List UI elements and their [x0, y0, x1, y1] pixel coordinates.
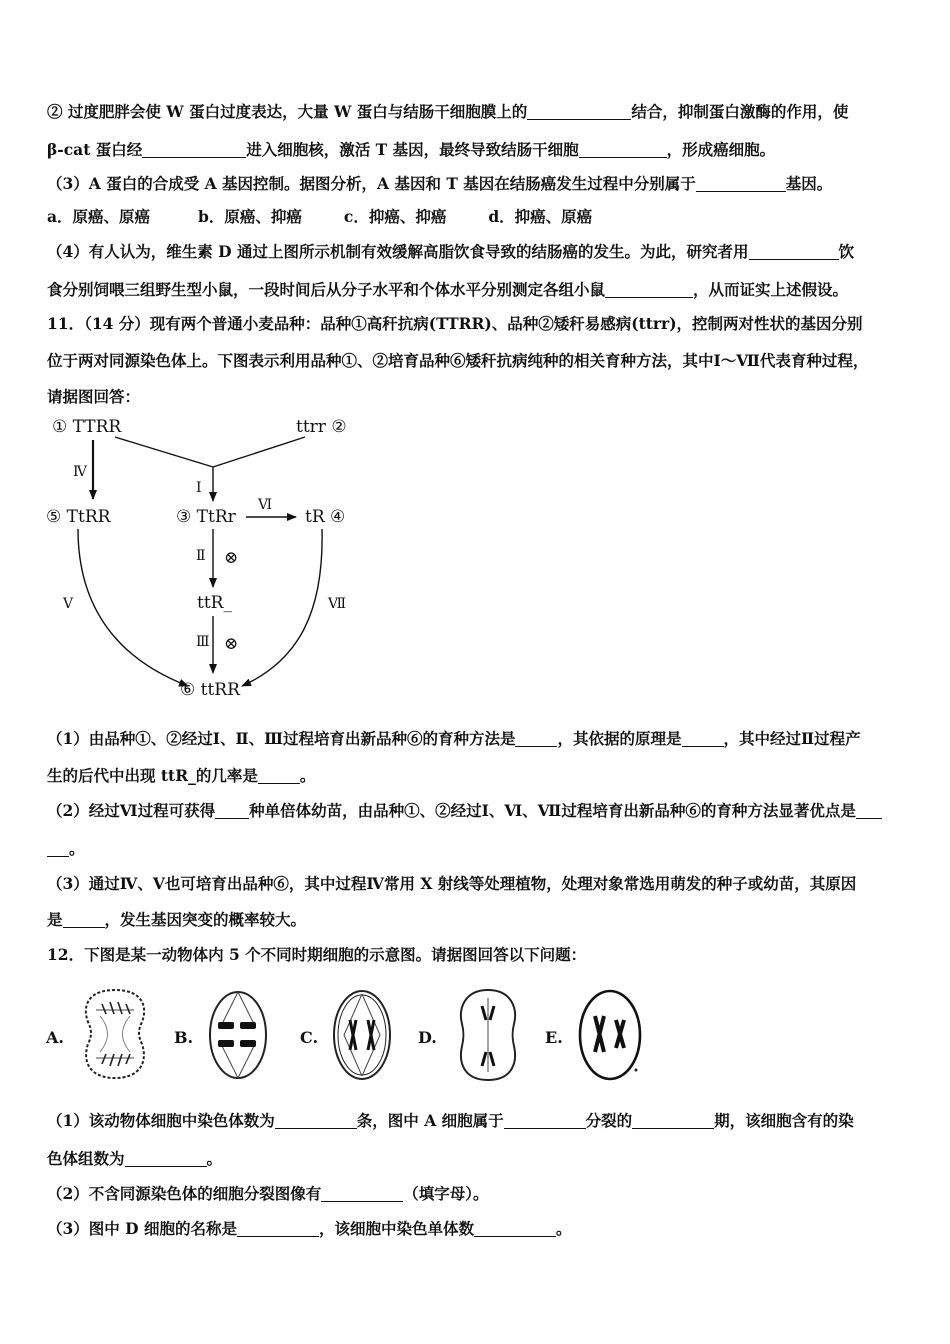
- q11-text: （3）通过Ⅳ、Ⅴ也可培育出品种⑥，其中过程Ⅳ常用 X 射线等处理植物，处理对象常选用萌发的种子或幼苗，其原因: [47, 874, 857, 893]
- q10-text: β-cat 蛋白经: [47, 140, 143, 159]
- q11-stem: 请据图回答：: [47, 387, 141, 406]
- q12-part-3: [47, 1218, 907, 1240]
- q11-text: 是: [47, 910, 63, 929]
- node-6-ttrr: ⑥ ttRR: [180, 680, 240, 700]
- q10-text: 食分别饲喂三组野生型小鼠，一段时间后从分子水平和个体水平分别测定各组小鼠: [47, 280, 606, 299]
- answer-blank[interactable]: [515, 729, 557, 747]
- step-label-2: Ⅱ: [196, 548, 206, 564]
- answer-blank[interactable]: [682, 729, 724, 747]
- q11-text: 种单倍体幼苗，由品种①、②经过Ⅰ、Ⅵ、Ⅶ过程培育出新品种⑥的育种方法显著优点是: [249, 801, 856, 820]
- q12-text: （1）该动物体细胞中染色体数为: [47, 1111, 275, 1130]
- answer-blank[interactable]: [605, 280, 693, 298]
- q12-text: 。: [556, 1219, 572, 1238]
- answer-blank[interactable]: [142, 140, 246, 158]
- node-2-ttrr: ttrr ②: [296, 417, 347, 437]
- node-1-ttrr: ① TTRR: [52, 417, 122, 437]
- q12-text: （3）图中 D 细胞的名称是: [47, 1219, 238, 1238]
- q11-stem: 11．（14 分）现有两个普通小麦品种：品种①高秆抗病(TTRR)、品种②矮秆易感病(ttrr)，控制两对性状的基因分别: [47, 314, 863, 333]
- q10-options: [47, 206, 907, 228]
- step-label-6: Ⅵ: [258, 497, 273, 513]
- node-ttr: ttR_: [197, 593, 232, 613]
- step-label-4: Ⅳ: [73, 464, 87, 480]
- cell-a-drawing: [86, 990, 144, 1078]
- step-label-3: Ⅲ: [196, 634, 210, 650]
- q11-text: ，发生基因突变的概率较大。: [104, 910, 307, 929]
- answer-blank[interactable]: [275, 1111, 357, 1129]
- q12-text: （2）不含同源染色体的细胞分裂图像有: [47, 1184, 322, 1203]
- q10-text: ，形成癌细胞。: [666, 140, 776, 159]
- answer-blank[interactable]: [527, 102, 631, 120]
- q11-part-1-line-1: [47, 728, 907, 750]
- q10-line-1: [47, 101, 907, 123]
- cell-label-b: B.: [174, 1028, 194, 1047]
- option-c: c．抑癌、抑癌: [343, 207, 447, 226]
- option-a: a．原癌、原癌: [47, 207, 151, 226]
- answer-blank[interactable]: [749, 242, 839, 260]
- selfing-symbol: ⊗: [224, 548, 239, 568]
- q10-text: （4）有人认为，维生素 D 通过上图所示机制有效缓解高脂饮食导致的结肠癌的发生。为此，研究者用: [47, 242, 749, 261]
- step-label-5: Ⅴ: [63, 596, 74, 612]
- q12-stem: 12．下图是某一动物体内 5 个不同时期细胞的示意图。请据图回答以下问题：: [47, 945, 587, 964]
- q10-text: 饮: [838, 242, 855, 261]
- answer-blank[interactable]: [579, 140, 667, 158]
- q12-title: [47, 944, 907, 966]
- step-label-1: Ⅰ: [196, 480, 202, 496]
- q12-text: 色体组数为: [47, 1149, 125, 1168]
- cross-line-left: [115, 437, 213, 467]
- arrow-process-7: [242, 529, 322, 686]
- q12-part-1-line-2: [47, 1148, 907, 1170]
- q10-text: （3）A 蛋白的合成受 A 基因控制。据图分析，A 基因和 T 基因在结肠癌发生过程中分别属于: [47, 174, 696, 193]
- q11-text: （1）由品种①、②经过Ⅰ、Ⅱ、Ⅲ过程培育出新品种⑥的育种方法是: [47, 729, 516, 748]
- q10-text: ，从而证实上述假设。: [693, 280, 849, 299]
- answer-blank[interactable]: [47, 839, 69, 857]
- arrow-process-5: [78, 529, 188, 686]
- cell-e-drawing: [580, 991, 640, 1079]
- q10-line-5: [47, 241, 907, 263]
- q10-line-2: [47, 139, 907, 161]
- q12-part-2: [47, 1183, 907, 1205]
- cell-label-c: C.: [300, 1028, 319, 1047]
- node-4-tr: tR ④: [305, 507, 346, 527]
- q12-text: 条，图中 A 细胞属于: [356, 1111, 504, 1130]
- q12-text: ，该细胞中染色单体数: [319, 1219, 475, 1238]
- q11-stem: 位于两对同源染色体上。下图表示利用品种①、②培育品种⑥矮秆抗病纯种的相关育种方法，其中Ⅰ～Ⅶ代表育种过程，: [47, 351, 869, 370]
- answer-blank[interactable]: [215, 801, 249, 819]
- q10-line-6: [47, 279, 907, 301]
- answer-blank[interactable]: [63, 910, 105, 928]
- answer-blank[interactable]: [474, 1219, 556, 1237]
- q11-part-3-line-1: [47, 873, 907, 895]
- q11-part-1-line-2: [47, 765, 907, 787]
- q11-line-2: [47, 350, 907, 372]
- q11-text: ，其中经过Ⅱ过程产: [723, 729, 861, 748]
- q12-text: （填字母）。: [403, 1184, 489, 1203]
- answer-blank[interactable]: [504, 1111, 586, 1129]
- q12-text: 期，该细胞含有的染: [714, 1111, 854, 1130]
- q10-text: ② 过度肥胖会使 W 蛋白过度表达，大量 W 蛋白与结肠干细胞膜上的: [47, 102, 528, 121]
- cross-line-right: [213, 437, 305, 467]
- q11-part-2-line-1: [47, 800, 907, 822]
- cell-label-a: A.: [46, 1028, 64, 1047]
- q12-part-1-line-1: [47, 1110, 907, 1132]
- q11-text: （2）经过Ⅵ过程可获得: [47, 801, 216, 820]
- cell-label-e: E.: [545, 1028, 563, 1047]
- q11-text: 。: [299, 766, 316, 785]
- q10-line-3: [47, 173, 907, 195]
- option-b: b．原癌、抑癌: [198, 207, 302, 226]
- breeding-diagram: [0, 405, 420, 705]
- answer-blank[interactable]: [125, 1149, 207, 1167]
- answer-blank[interactable]: [258, 766, 300, 784]
- answer-blank[interactable]: [696, 174, 786, 192]
- q12-text: 分裂的: [585, 1111, 633, 1130]
- answer-blank[interactable]: [237, 1219, 319, 1237]
- node-5-ttrr: ⑤ TtRR: [46, 507, 111, 527]
- cell-diagrams: [0, 980, 700, 1090]
- q12-text: 。: [206, 1149, 223, 1168]
- q10-text: 基因。: [785, 174, 833, 193]
- cell-d-drawing: [461, 990, 515, 1080]
- cell-b-drawing: [210, 992, 266, 1078]
- q10-text: 进入细胞核，激活 T 基因，最终导致结肠干细胞: [246, 140, 579, 159]
- answer-blank[interactable]: [632, 1111, 714, 1129]
- answer-blank[interactable]: [856, 801, 882, 819]
- q11-text: 。: [69, 839, 85, 858]
- q11-text: 生的后代中出现 ttR_的几率是: [47, 766, 258, 785]
- cell-label-d: D.: [418, 1028, 437, 1047]
- step-label-7: Ⅶ: [328, 596, 347, 612]
- option-d: d．抑癌、原癌: [488, 207, 593, 226]
- q11-part-2-line-2: [47, 838, 907, 860]
- node-3-ttrr: ③ TtRr: [176, 507, 236, 527]
- q11-part-3-line-2: [47, 909, 907, 931]
- cell-c-drawing: [334, 991, 390, 1079]
- selfing-symbol: ⊗: [224, 634, 239, 654]
- answer-blank[interactable]: [321, 1184, 403, 1202]
- q10-text: 结合，抑制蛋白激酶的作用，使: [631, 102, 849, 121]
- q11-line-1: [47, 313, 907, 335]
- q11-text: ，其依据的原理是: [557, 729, 682, 748]
